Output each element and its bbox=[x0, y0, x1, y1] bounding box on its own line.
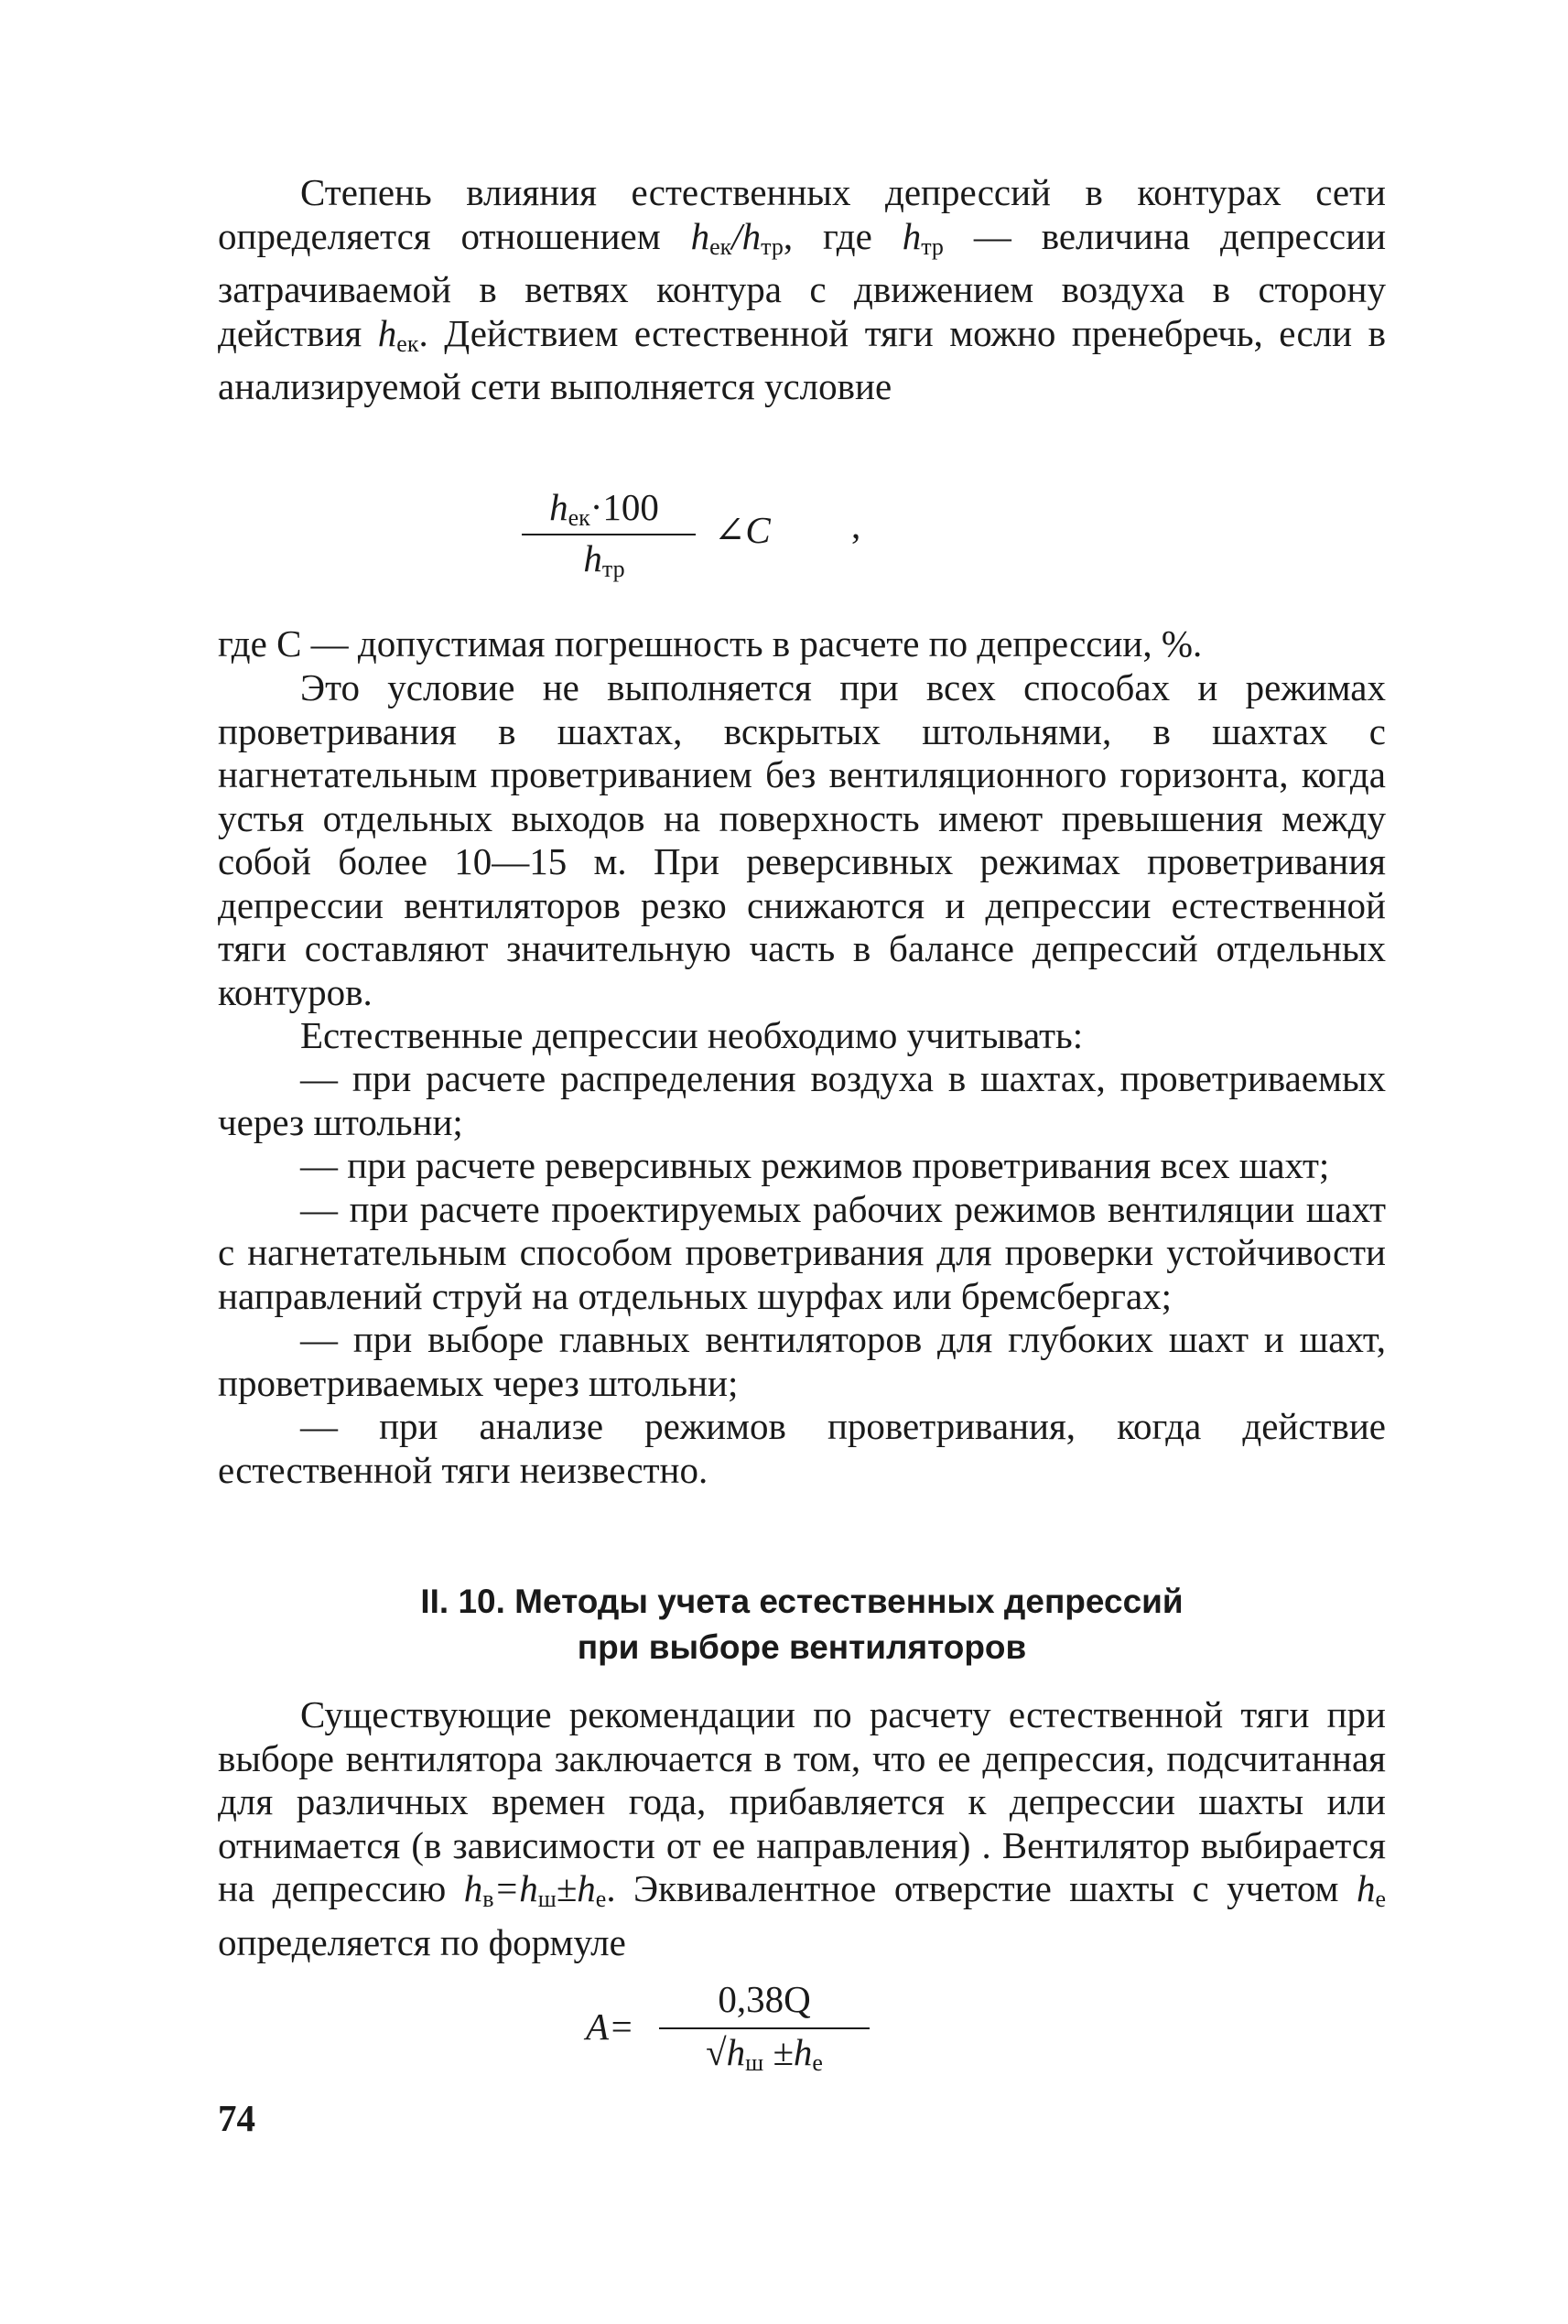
var-h: h bbox=[377, 311, 397, 354]
paragraph-recommendations bbox=[218, 1693, 1386, 1964]
consider-list bbox=[218, 1057, 1386, 1492]
num-rest: ·100 bbox=[589, 486, 659, 528]
heading-line-1: II. 10. Методы учета естественных депрессий bbox=[420, 1583, 1184, 1620]
sub-tr: тр bbox=[921, 232, 944, 260]
list-item: — при расчете реверсивных режимов проветривания всех шахт; bbox=[300, 1144, 1330, 1186]
recommendations-text-2: . Эквивалентное отверстие шахты с учетом bbox=[606, 1867, 1339, 1909]
var-h: h bbox=[463, 1867, 483, 1909]
condition-fail-text: Это условие не выполняется при всех способах и режимах проветривания в шахтах, вскрытых штольнями, в шахтах с нагнетательным проветриванием без вентиляционного горизонта, когда устья отдельных выходов на поверхность имеют превышения между собой более 10—15 м. При реверсивных режимах проветривания депрессии вентиляторов резко снижаются и депрессии естественной тяги составляют значительную часть в балансе депрессий отдельных контуров. bbox=[218, 666, 1386, 1013]
formula2-denominator bbox=[659, 2030, 870, 2077]
intro-text-3: — величина депрессии затрачиваемой в ветвях контура с движением воздуха в сторону действия bbox=[218, 214, 1387, 354]
recommendations-text: Существующие рекомендации по расчету естественной тяги при выборе вентилятора заключается в том, что ее депрессия, подсчитанная для различных времен года, прибавляется к депрессии шахты или отнимается (в зависимости от ее направления) . Вентилятор выбирается на депрессию bbox=[218, 1693, 1386, 1909]
var-h: h bbox=[726, 2031, 746, 2073]
sub-sh: ш bbox=[745, 2049, 764, 2076]
formula-equivalent-opening bbox=[586, 1977, 897, 2087]
sub-sh: ш bbox=[537, 1886, 557, 1912]
sub-tr: тр bbox=[601, 556, 625, 582]
fraction-bar bbox=[659, 2027, 870, 2029]
paragraph-intro bbox=[218, 171, 1386, 409]
var-eq-h: =h bbox=[493, 1867, 538, 1909]
var-h: h bbox=[549, 486, 568, 528]
intro-text-4: . Действием естественной тяги можно пренебречь, если в анализируемой сети выполняется условие bbox=[218, 311, 1386, 407]
sub-e: е bbox=[812, 2049, 823, 2076]
var-slash-h: /h bbox=[731, 214, 762, 257]
formula-numerator bbox=[513, 485, 696, 532]
recommendations-text-3: определяется по формуле bbox=[218, 1920, 626, 1963]
sub-ek: ек bbox=[709, 232, 732, 260]
radical-sign: √ bbox=[706, 2031, 727, 2073]
list-item: — при расчете проектируемых рабочих режимов вентиляции шахт с нагнетательным способом проветривания для проверки устойчивости направлений струй на отдельных шурфах или бремсбергах; bbox=[218, 1187, 1386, 1317]
intro-text: Степень влияния естественных депрессий в контурах сети определяется отношением bbox=[218, 171, 1386, 257]
sub-ek: ек bbox=[568, 504, 590, 531]
paragraph-must-consider bbox=[218, 1014, 1386, 1058]
sub-v: в bbox=[482, 1886, 494, 1912]
formula-comma: , bbox=[851, 504, 861, 546]
formula2-numerator: 0,38Q bbox=[718, 1978, 811, 2020]
paragraph-condition-fail bbox=[218, 666, 1386, 1014]
sub-e: е bbox=[1375, 1886, 1387, 1912]
var-h: h bbox=[583, 537, 602, 579]
var-pm-h: ±h bbox=[556, 1867, 596, 1909]
intro-text-2: , где bbox=[783, 214, 872, 257]
list-item: — при анализе режимов проветривания, когда действие естественной тяги неизвестно. bbox=[218, 1405, 1386, 1491]
sub-tr: тр bbox=[761, 232, 784, 260]
paragraph-where bbox=[218, 622, 1386, 666]
must-consider-text: Естественные депрессии необходимо учитывать: bbox=[300, 1014, 1084, 1056]
list-item: — при выборе главных вентиляторов для глубоких шахт и шахт, проветриваемых через штольни; bbox=[218, 1318, 1386, 1404]
var-h: h bbox=[1356, 1867, 1376, 1909]
fraction-bar bbox=[522, 534, 696, 535]
section-heading bbox=[218, 1579, 1386, 1670]
relation-less: ∠C bbox=[714, 509, 771, 551]
sub-e: е bbox=[595, 1886, 607, 1912]
var-h: h bbox=[902, 214, 922, 257]
sub-ek: ек bbox=[396, 330, 419, 357]
where-text: где C — допустимая погрешность в расчете по депрессии, %. bbox=[218, 622, 1203, 665]
var-h: h bbox=[690, 214, 710, 257]
formula-lhs: A= bbox=[586, 2005, 634, 2048]
formula-denominator bbox=[513, 536, 696, 583]
list-item: — при расчете распределения воздуха в шахтах, проветриваемых через штольни; bbox=[218, 1057, 1386, 1143]
var-pm-h: ±h bbox=[773, 2031, 813, 2073]
page-number: 74 bbox=[218, 2097, 255, 2139]
heading-line-2: при выборе вентиляторов bbox=[577, 1628, 1027, 1666]
formula-condition bbox=[513, 485, 897, 586]
